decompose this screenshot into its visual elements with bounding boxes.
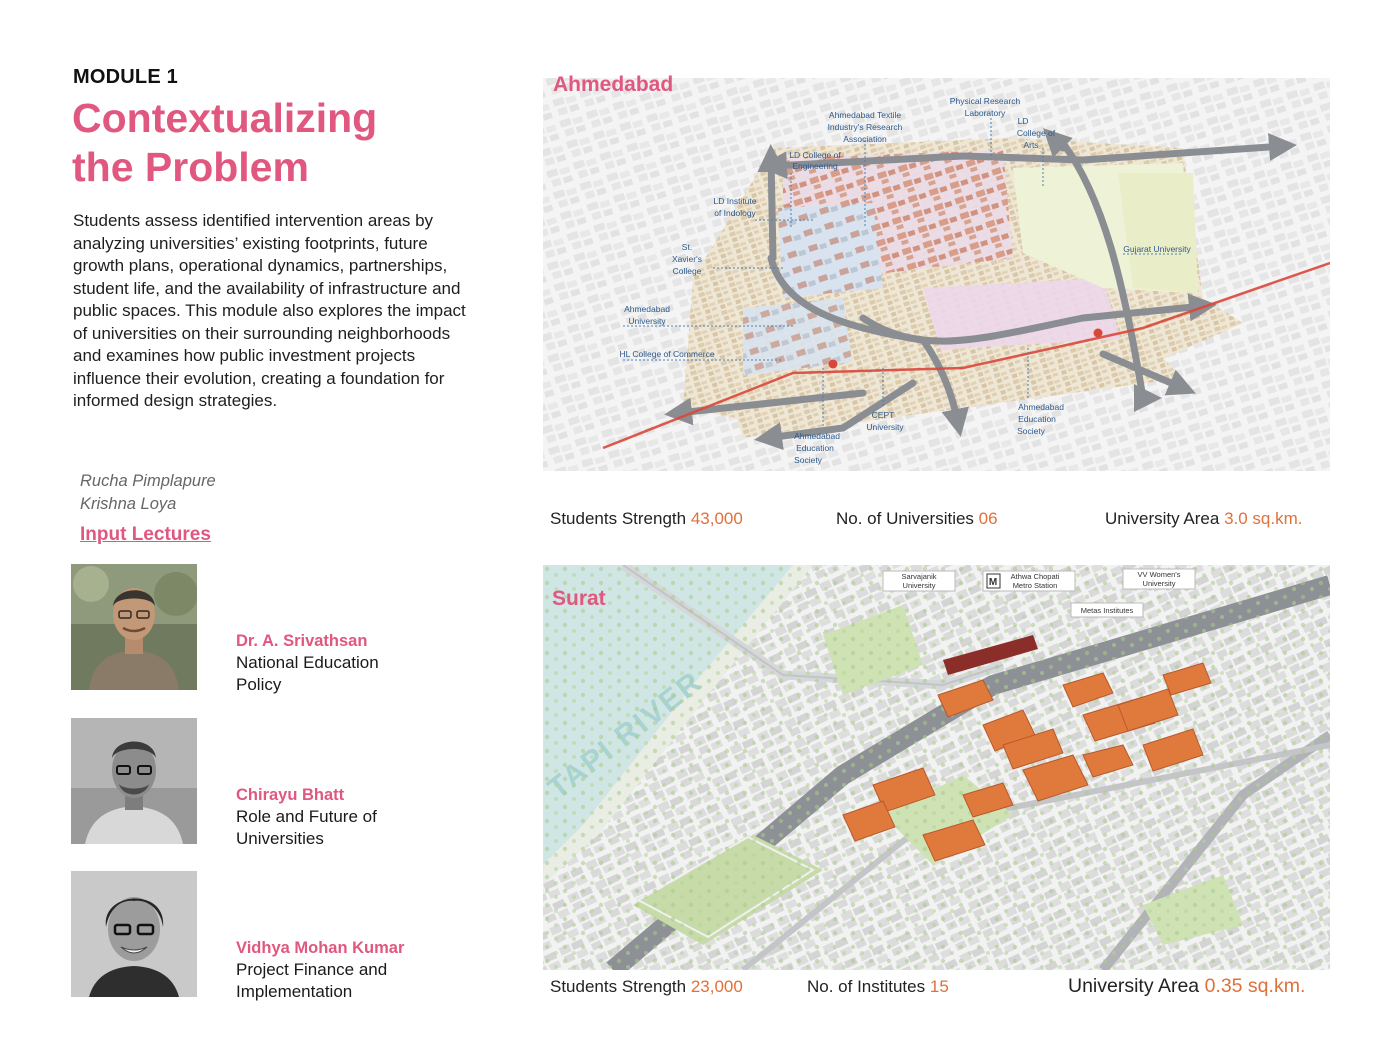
map-label: Laboratory xyxy=(964,108,1006,118)
map-label: University xyxy=(902,581,936,590)
lecturer-photo xyxy=(71,564,197,690)
map-label: Metas Institutes xyxy=(1080,606,1134,615)
lecture-topic: National Education xyxy=(236,653,379,672)
lecture-topic: Implementation xyxy=(236,982,353,1001)
lecture-topic: Role and Future of xyxy=(236,807,377,826)
map-label: Engineering xyxy=(792,161,838,171)
map-label: Society xyxy=(794,455,822,465)
map-label: Metro Station xyxy=(1012,581,1058,590)
map-label: CEPT xyxy=(871,410,895,420)
ahmedabad-students-stat: Students Strength 43,000 xyxy=(550,509,743,528)
lecturer-card xyxy=(71,718,491,848)
ahmedabad-universities-stat: No. of Universities 06 xyxy=(836,509,998,528)
surat-title: Surat xyxy=(552,587,606,610)
input-lectures-heading: Input Lectures xyxy=(80,524,211,545)
surat-institutes-stat: No. of Institutes 15 xyxy=(807,977,949,996)
module-description: Students assess identified intervention areas by analyzing universities’ existing footprints, future growth plans, operational dynamics, partnerships, student life, and the availability of infrastructure and public spaces. This module also explores the impact of universities on their surrounding neighborhoods and examines how public investment projects influence their evolution, creating a foundation for informed design strategies. xyxy=(73,211,466,410)
map-label: Association xyxy=(843,134,887,144)
map-label: VV Women's xyxy=(1137,570,1181,579)
lecturer-photo xyxy=(71,718,197,844)
metro-icon: M xyxy=(988,577,998,588)
author-name: Rucha Pimplapure xyxy=(80,472,216,490)
surat-area-stat: University Area 0.35 sq.km. xyxy=(1068,975,1306,997)
map-label: University xyxy=(1142,579,1176,588)
ahmedabad-title: Ahmedabad xyxy=(553,73,674,96)
map-label: Sarvajanik xyxy=(901,572,937,581)
map-label: Ahmedabad Textile xyxy=(828,110,902,120)
ahmedabad-map xyxy=(543,78,1330,471)
lecturer-card xyxy=(71,564,491,694)
map-label: HL College of Commerce xyxy=(619,349,715,359)
lecture-topic: Project Finance and xyxy=(236,960,388,979)
lecturer-card xyxy=(71,871,491,1001)
surat-map xyxy=(543,565,1330,970)
title-line-2: the Problem xyxy=(72,144,309,190)
lecture-topic: Universities xyxy=(236,829,324,848)
map-label: College xyxy=(672,266,702,276)
map-label: Gujarat University xyxy=(1123,244,1191,254)
map-label: St. xyxy=(681,242,693,252)
lecturer-name: Vidhya Mohan Kumar xyxy=(236,939,405,957)
title-line-1: Contextualizing xyxy=(72,95,378,141)
map-label: Ahmedabad xyxy=(624,304,670,314)
map-label: Society xyxy=(1017,426,1045,436)
lecturer-photo xyxy=(71,871,197,997)
map-label: Physical Research xyxy=(949,96,1021,106)
page-title xyxy=(72,94,472,192)
map-label: of Indology xyxy=(714,208,756,218)
module-label: MODULE 1 xyxy=(73,66,178,88)
map-label: Ahmedabad xyxy=(1018,402,1064,412)
map-label: University xyxy=(628,316,666,326)
map-label: Industry's Research xyxy=(827,122,903,132)
map-label: Xavier's xyxy=(672,254,702,264)
map-label: LD Institute xyxy=(713,196,757,206)
map-label: LD College of xyxy=(789,150,841,160)
lecturer-name: Dr. A. Srivathsan xyxy=(236,632,368,650)
author-name: Krishna Loya xyxy=(80,495,177,513)
map-label: Arts xyxy=(1023,140,1039,150)
map-label: University xyxy=(866,422,904,432)
ahmedabad-area-stat: University Area 3.0 sq.km. xyxy=(1105,509,1303,528)
authors xyxy=(80,470,216,516)
lecturer-name: Chirayu Bhatt xyxy=(236,786,345,804)
map-label: Education xyxy=(1018,414,1056,424)
lecture-topic: Policy xyxy=(236,675,282,694)
map-label: Ahmedabad xyxy=(794,431,840,441)
map-label: Athwa Chopati xyxy=(1010,572,1060,581)
surat-students-stat: Students Strength 23,000 xyxy=(550,977,743,996)
map-label: LD xyxy=(1017,116,1029,126)
map-label: College of xyxy=(1016,128,1056,138)
map-label: Education xyxy=(796,443,834,453)
